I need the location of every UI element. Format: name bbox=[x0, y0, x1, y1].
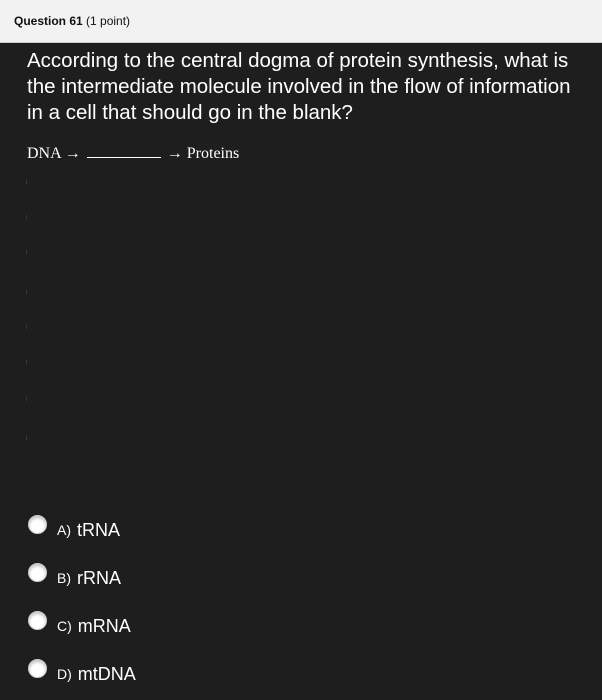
central-dogma-flow bbox=[27, 143, 239, 163]
option-c[interactable] bbox=[28, 611, 131, 641]
flow-end: → Proteins bbox=[166, 145, 240, 162]
option-b-text: rRNA bbox=[77, 567, 121, 588]
option-a[interactable] bbox=[28, 515, 120, 545]
question-points: (1 point) bbox=[86, 14, 131, 28]
option-d-text: mtDNA bbox=[77, 663, 136, 684]
flow-blank bbox=[87, 143, 161, 158]
option-c-letter: C) bbox=[57, 618, 72, 634]
radio-button-c[interactable] bbox=[28, 611, 47, 630]
option-d[interactable] bbox=[28, 659, 136, 689]
question-title bbox=[14, 14, 130, 28]
question-prompt: According to the central dogma of protein synthesis, what is the intermediate molecule involved in the flow of information in a cell that should go in the blank? bbox=[27, 49, 571, 124]
option-a-text: tRNA bbox=[77, 519, 121, 540]
radio-button-d[interactable] bbox=[28, 659, 47, 678]
flow-start: DNA → bbox=[27, 145, 81, 162]
question-number: Question 61 bbox=[14, 14, 83, 28]
option-d-letter: D) bbox=[57, 666, 72, 682]
option-b[interactable] bbox=[28, 563, 121, 593]
option-a-letter: A) bbox=[57, 522, 71, 538]
radio-button-b[interactable] bbox=[28, 563, 47, 582]
question-header bbox=[0, 0, 602, 43]
option-c-text: mRNA bbox=[77, 615, 131, 636]
radio-button-a[interactable] bbox=[28, 515, 47, 534]
option-b-letter: B) bbox=[57, 570, 71, 586]
